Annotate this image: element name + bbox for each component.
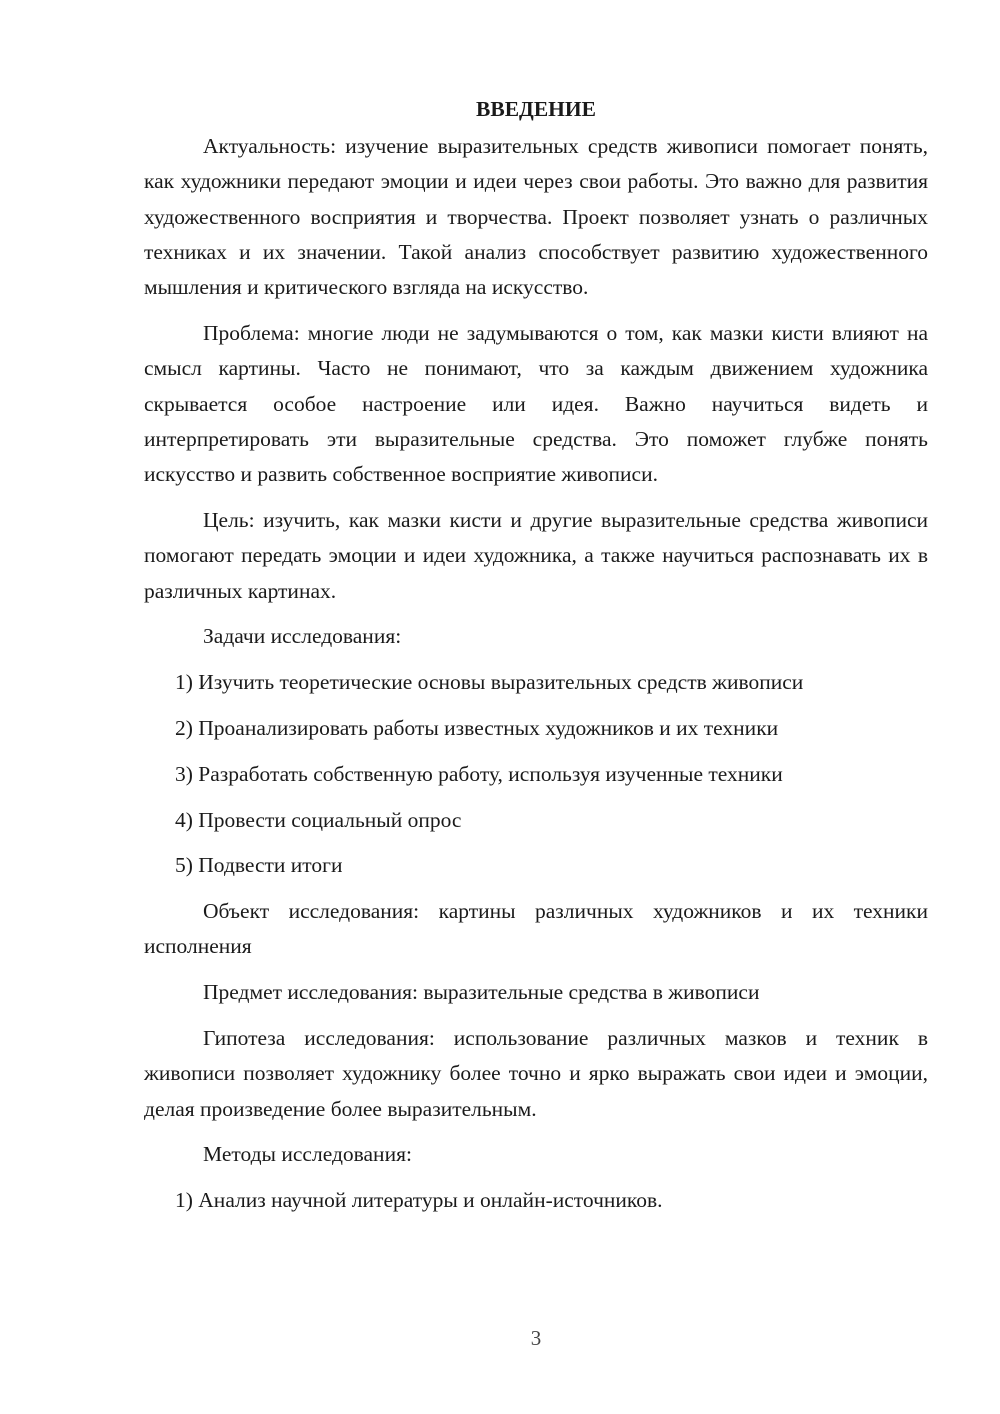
task-item: 5) Подвести итоги [175, 853, 343, 878]
task-item: 1) Изучить теоретические основы выразительных средств живописи [175, 670, 804, 695]
task-item: 3) Разработать собственную работу, используя изученные техники [175, 761, 783, 786]
task-item: 2) Проанализировать работы известных художников и их техники [175, 715, 779, 740]
page-number: 3 [530, 1326, 542, 1350]
subject-paragraph: Предмет исследования: выразительные средства в живописи [203, 980, 760, 1005]
task-item: 4) Провести социальный опрос [175, 807, 462, 832]
object-paragraph: Объект исследования: картины различных художников и их техники исполнения [144, 899, 928, 959]
method-item: 1) Анализ научной литературы и онлайн-источников. [175, 1188, 663, 1213]
problem-paragraph: Проблема: многие люди не задумываются о том, как мазки кисти влияют на смысл картины. Часто не понимают, что за каждым движением художника скрывается особое настроение или идея. Важно научиться видеть и интерпретировать эти выразительные средства. Это поможет глубже понять искусство и развить собственное восприятие живописи. [144, 320, 928, 487]
page-content [144, 92, 928, 1229]
methods-heading: Методы исследования: [203, 1142, 412, 1167]
tasks-heading: Задачи исследования: [203, 624, 402, 649]
hypothesis-paragraph: Гипотеза исследования: использование различных мазков и техник в живописи позволяет художнику более точно и ярко выражать свои идеи и эмоции, делая произведение более выразительным. [144, 1026, 928, 1121]
relevance-paragraph: Актуальность: изучение выразительных средств живописи помогает понять, как художники передают эмоции и идеи через свои работы. Это важно для развития художественного восприятия и творчества. Проект позволяет узнать о различных техниках и их значении. Такой анализ способствует развитию художественного мышления и критического взгляда на искусство. [144, 134, 928, 300]
section-title: ВВЕДЕНИЕ [476, 97, 596, 121]
goal-paragraph: Цель: изучить, как мазки кисти и другие выразительные средства живописи помогают передать эмоции и идеи художника, а также научиться распознавать их в различных картинах. [144, 507, 928, 603]
